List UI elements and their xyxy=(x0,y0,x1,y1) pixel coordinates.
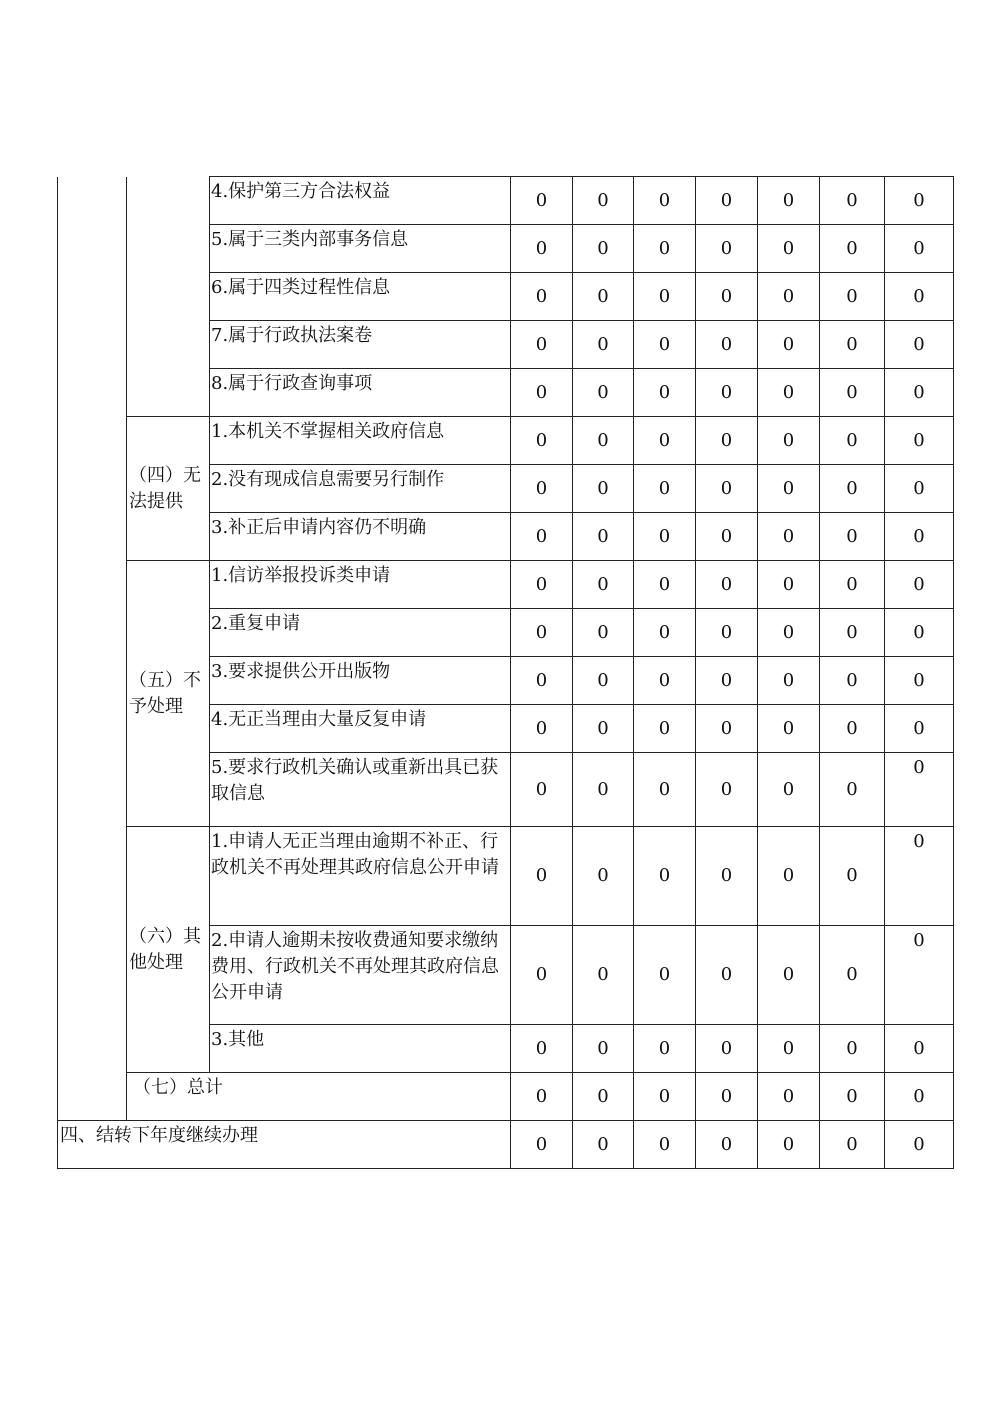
table-row xyxy=(58,1073,954,1121)
value-cell: 0 xyxy=(820,827,885,926)
value-cell: 0 xyxy=(634,926,696,1025)
value-cell: 0 xyxy=(820,465,885,513)
value-cell: 0 xyxy=(885,561,954,609)
value-cell: 0 xyxy=(573,369,634,417)
value-cell: 0 xyxy=(634,609,696,657)
total-label: （七）总计 xyxy=(127,1073,511,1121)
value-cell: 0 xyxy=(634,369,696,417)
value-cell: 0 xyxy=(634,465,696,513)
value-cell: 0 xyxy=(885,926,954,1025)
row-label: 2.没有现成信息需要另行制作 xyxy=(210,465,511,513)
value-cell: 0 xyxy=(634,273,696,321)
value-cell: 0 xyxy=(820,753,885,827)
value-cell: 0 xyxy=(696,1025,758,1073)
value-cell: 0 xyxy=(634,321,696,369)
value-cell: 0 xyxy=(820,273,885,321)
value-cell: 0 xyxy=(758,609,820,657)
value-cell: 0 xyxy=(885,273,954,321)
value-cell: 0 xyxy=(885,609,954,657)
value-cell: 0 xyxy=(511,513,573,561)
value-cell: 0 xyxy=(573,1073,634,1121)
carry-over-label: 四、结转下年度继续办理 xyxy=(58,1121,511,1169)
value-cell: 0 xyxy=(758,926,820,1025)
value-cell: 0 xyxy=(885,465,954,513)
value-cell: 0 xyxy=(634,1073,696,1121)
value-cell: 0 xyxy=(758,177,820,225)
value-cell: 0 xyxy=(573,827,634,926)
value-cell: 0 xyxy=(634,657,696,705)
value-cell: 0 xyxy=(573,225,634,273)
value-cell: 0 xyxy=(885,1073,954,1121)
value-cell: 0 xyxy=(885,177,954,225)
value-cell: 0 xyxy=(696,609,758,657)
value-cell: 0 xyxy=(511,609,573,657)
value-cell: 0 xyxy=(885,321,954,369)
value-cell: 0 xyxy=(696,1121,758,1169)
value-cell: 0 xyxy=(820,225,885,273)
table-row xyxy=(58,417,954,465)
value-cell: 0 xyxy=(758,753,820,827)
row-label: 1.信访举报投诉类申请 xyxy=(210,561,511,609)
value-cell: 0 xyxy=(511,1025,573,1073)
value-cell: 0 xyxy=(885,753,954,827)
value-cell: 0 xyxy=(885,657,954,705)
value-cell: 0 xyxy=(634,417,696,465)
value-cell: 0 xyxy=(511,827,573,926)
value-cell: 0 xyxy=(820,417,885,465)
value-cell: 0 xyxy=(696,1073,758,1121)
row-label: 2.重复申请 xyxy=(210,609,511,657)
value-cell: 0 xyxy=(758,513,820,561)
value-cell: 0 xyxy=(696,513,758,561)
row-label: 7.属于行政执法案卷 xyxy=(210,321,511,369)
value-cell: 0 xyxy=(573,1121,634,1169)
row-label: 4.保护第三方合法权益 xyxy=(210,177,511,225)
value-cell: 0 xyxy=(696,926,758,1025)
value-cell: 0 xyxy=(696,177,758,225)
value-cell: 0 xyxy=(634,827,696,926)
value-cell: 0 xyxy=(696,705,758,753)
value-cell: 0 xyxy=(696,369,758,417)
value-cell: 0 xyxy=(573,273,634,321)
value-cell: 0 xyxy=(573,513,634,561)
value-cell: 0 xyxy=(758,369,820,417)
value-cell: 0 xyxy=(696,225,758,273)
value-cell: 0 xyxy=(758,225,820,273)
value-cell: 0 xyxy=(511,465,573,513)
row-label: 2.申请人逾期未按收费通知要求缴纳费用、行政机关不再处理其政府信息公开申请 xyxy=(210,926,511,1025)
value-cell: 0 xyxy=(820,321,885,369)
disclosure-statistics-table xyxy=(57,176,954,1169)
value-cell: 0 xyxy=(511,1121,573,1169)
value-cell: 0 xyxy=(511,225,573,273)
row-label: 8.属于行政查询事项 xyxy=(210,369,511,417)
value-cell: 0 xyxy=(634,705,696,753)
value-cell: 0 xyxy=(820,1025,885,1073)
value-cell: 0 xyxy=(885,1121,954,1169)
row-label: 5.属于三类内部事务信息 xyxy=(210,225,511,273)
row-label: 6.属于四类过程性信息 xyxy=(210,273,511,321)
value-cell: 0 xyxy=(573,753,634,827)
value-cell: 0 xyxy=(573,465,634,513)
value-cell: 0 xyxy=(511,705,573,753)
value-cell: 0 xyxy=(820,369,885,417)
value-cell: 0 xyxy=(634,753,696,827)
value-cell: 0 xyxy=(573,609,634,657)
value-cell: 0 xyxy=(511,753,573,827)
value-cell: 0 xyxy=(758,417,820,465)
value-cell: 0 xyxy=(885,369,954,417)
value-cell: 0 xyxy=(634,561,696,609)
value-cell: 0 xyxy=(820,705,885,753)
value-cell: 0 xyxy=(758,561,820,609)
value-cell: 0 xyxy=(820,513,885,561)
value-cell: 0 xyxy=(820,561,885,609)
value-cell: 0 xyxy=(573,657,634,705)
value-cell: 0 xyxy=(885,705,954,753)
value-cell: 0 xyxy=(820,926,885,1025)
value-cell: 0 xyxy=(573,321,634,369)
value-cell: 0 xyxy=(696,321,758,369)
value-cell: 0 xyxy=(511,369,573,417)
group-label: （四）无法提供 xyxy=(127,417,210,561)
value-cell: 0 xyxy=(634,225,696,273)
value-cell: 0 xyxy=(696,753,758,827)
value-cell: 0 xyxy=(634,513,696,561)
group-label: （六）其他处理 xyxy=(127,827,210,1073)
value-cell: 0 xyxy=(511,926,573,1025)
value-cell: 0 xyxy=(634,1025,696,1073)
value-cell: 0 xyxy=(758,1121,820,1169)
value-cell: 0 xyxy=(511,657,573,705)
value-cell: 0 xyxy=(820,657,885,705)
value-cell: 0 xyxy=(573,177,634,225)
value-cell: 0 xyxy=(696,465,758,513)
value-cell: 0 xyxy=(634,1121,696,1169)
value-cell: 0 xyxy=(511,1073,573,1121)
value-cell: 0 xyxy=(758,827,820,926)
value-cell: 0 xyxy=(885,827,954,926)
value-cell: 0 xyxy=(885,513,954,561)
value-cell: 0 xyxy=(820,1073,885,1121)
value-cell: 0 xyxy=(696,657,758,705)
value-cell: 0 xyxy=(758,1073,820,1121)
row-label: 3.补正后申请内容仍不明确 xyxy=(210,513,511,561)
value-cell: 0 xyxy=(885,417,954,465)
row-label: 1.本机关不掌握相关政府信息 xyxy=(210,417,511,465)
value-cell: 0 xyxy=(573,561,634,609)
section-column-cell xyxy=(58,177,127,1121)
table-row xyxy=(58,827,954,926)
group-label: （五）不予处理 xyxy=(127,561,210,827)
value-cell: 0 xyxy=(820,177,885,225)
value-cell: 0 xyxy=(573,1025,634,1073)
row-label: 1.申请人无正当理由逾期不补正、行政机关不再处理其政府信息公开申请 xyxy=(210,827,511,926)
value-cell: 0 xyxy=(820,1121,885,1169)
value-cell: 0 xyxy=(634,177,696,225)
value-cell: 0 xyxy=(758,705,820,753)
value-cell: 0 xyxy=(885,1025,954,1073)
value-cell: 0 xyxy=(696,827,758,926)
value-cell: 0 xyxy=(696,417,758,465)
value-cell: 0 xyxy=(758,465,820,513)
row-label: 3.其他 xyxy=(210,1025,511,1073)
value-cell: 0 xyxy=(758,273,820,321)
value-cell: 0 xyxy=(758,657,820,705)
table-row xyxy=(58,177,954,225)
value-cell: 0 xyxy=(511,561,573,609)
value-cell: 0 xyxy=(511,273,573,321)
value-cell: 0 xyxy=(885,225,954,273)
value-cell: 0 xyxy=(696,273,758,321)
value-cell: 0 xyxy=(573,417,634,465)
value-cell: 0 xyxy=(696,561,758,609)
value-cell: 0 xyxy=(511,177,573,225)
value-cell: 0 xyxy=(758,1025,820,1073)
row-label: 3.要求提供公开出版物 xyxy=(210,657,511,705)
table-row xyxy=(58,561,954,609)
value-cell: 0 xyxy=(573,705,634,753)
value-cell: 0 xyxy=(573,926,634,1025)
row-label: 5.要求行政机关确认或重新出具已获取信息 xyxy=(210,753,511,827)
value-cell: 0 xyxy=(758,321,820,369)
value-cell: 0 xyxy=(511,321,573,369)
value-cell: 0 xyxy=(820,609,885,657)
table-row xyxy=(58,1121,954,1169)
value-cell: 0 xyxy=(511,417,573,465)
group-cell-continued xyxy=(127,177,210,417)
row-label: 4.无正当理由大量反复申请 xyxy=(210,705,511,753)
